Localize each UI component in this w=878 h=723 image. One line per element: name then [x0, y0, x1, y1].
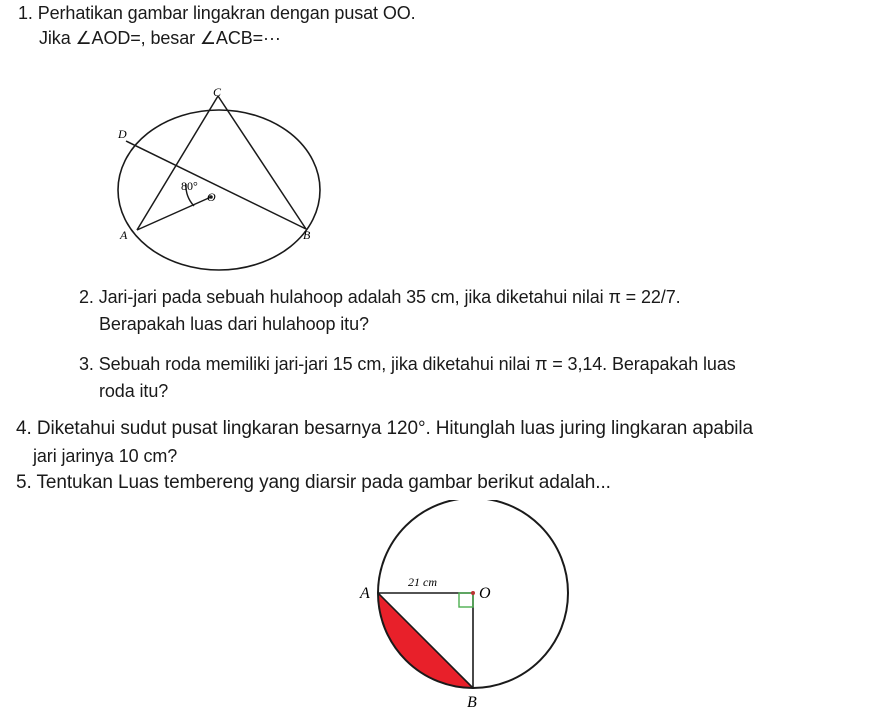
- label-o: O: [207, 190, 216, 204]
- chord-ca: [137, 96, 218, 230]
- q3-line1: 3. Sebuah roda memiliki jari-jari 15 cm, jika diketahui nilai π = 3,14. Berapakah luas: [79, 354, 736, 374]
- angle-label: 80°: [181, 179, 198, 193]
- q5-line1: 5. Tentukan Luas tembereng yang diarsir pada gambar berikut adalah...: [16, 472, 611, 493]
- label-b: B: [467, 694, 477, 711]
- q1-line2: Jika ∠AOD=, besar ∠ACB=···: [39, 28, 281, 48]
- q1-circle: [118, 110, 320, 270]
- label-b: B: [303, 228, 311, 242]
- q4-line2: jari jarinya 10 cm?: [33, 446, 178, 466]
- q1-circle-figure: [100, 80, 335, 275]
- q2-line2: Berapakah luas dari hulahoop itu?: [99, 314, 369, 334]
- label-c: C: [213, 85, 222, 99]
- label-d: D: [118, 127, 127, 141]
- q5-segment-figure: [350, 500, 580, 715]
- radius-label: 21 cm: [408, 575, 437, 589]
- right-angle-marker: [459, 593, 473, 607]
- label-a: A: [360, 585, 370, 602]
- q2-line1: 2. Jari-jari pada sebuah hulahoop adalah 35 cm, jika diketahui nilai π = 22/7.: [79, 287, 681, 307]
- chord-db: [126, 141, 306, 229]
- label-a: A: [120, 228, 128, 242]
- q1-line1: 1. Perhatikan gambar lingakran dengan pusat OO.: [18, 3, 416, 23]
- radius-oa: [137, 197, 211, 230]
- chord-cb: [218, 96, 306, 229]
- label-o: O: [479, 585, 491, 602]
- q3-line2: roda itu?: [99, 381, 169, 401]
- q4-line1: 4. Diketahui sudut pusat lingkaran besarnya 120°. Hitunglah luas juring lingkaran apabila: [16, 418, 754, 439]
- center-point: [471, 591, 475, 595]
